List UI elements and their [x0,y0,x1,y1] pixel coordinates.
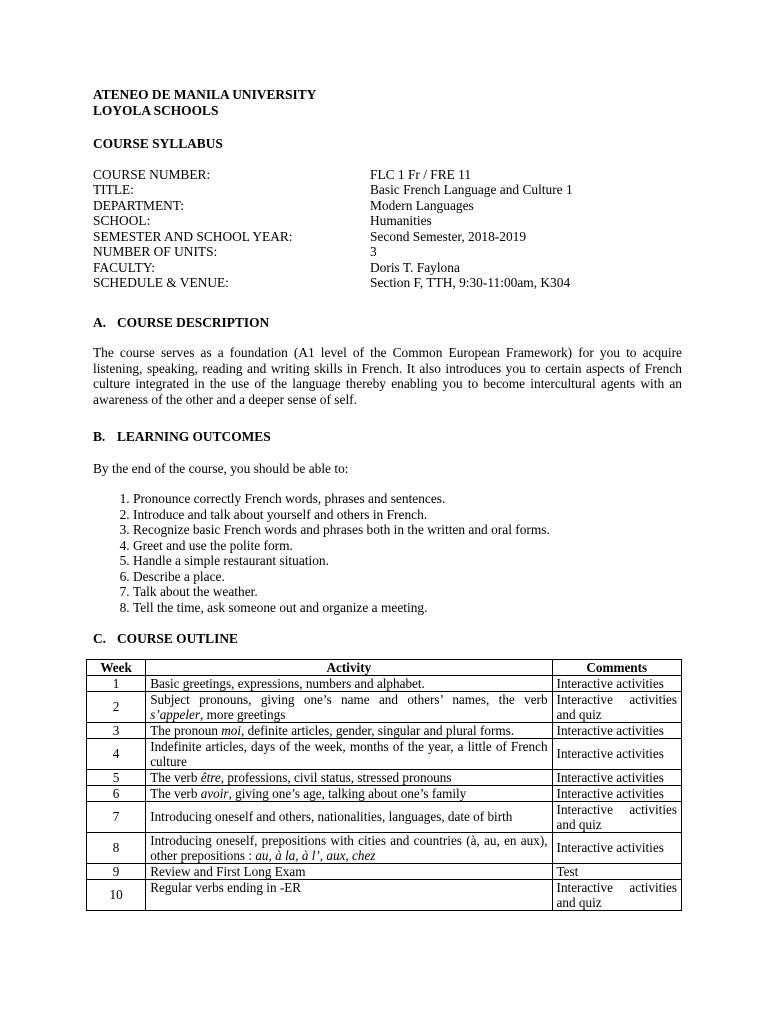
section-letter: C. [93,631,107,646]
table-row [87,738,682,769]
french-term: au, à la, à l’, aux, chez [255,847,376,863]
list-item: 5. Handle a simple restaurant situation. [133,553,682,569]
info-value: 3 [370,244,377,259]
list-item: 7. Talk about the weather. [133,584,682,600]
table-row [87,863,682,879]
info-row-title [93,182,682,198]
info-value: Basic French Language and Culture 1 [370,182,573,197]
table-row [87,722,682,738]
week-cell: 9 [87,863,146,879]
table-row [87,691,682,722]
column-header-activity: Activity [146,659,552,675]
french-term: s’appeler [150,706,200,722]
week-cell: 6 [87,785,146,801]
section-heading-outcomes [93,429,682,445]
list-item: 8. Tell the time, ask someone out and organize a meeting. [133,600,682,616]
table-row [87,879,682,910]
week-cell: 10 [87,879,146,910]
course-info [93,167,682,291]
info-value: Humanities [370,213,432,228]
table-row [87,675,682,691]
comments-cell: Test [552,863,681,879]
comments-cell: Interactive activities and quiz [552,879,681,910]
french-term: avoir [200,785,229,801]
list-item: 6. Describe a place. [133,569,682,585]
comments-cell: Interactive activities [552,675,681,691]
comments-cell: Interactive activities [552,832,681,863]
table-row [87,769,682,785]
list-item: 3. Recognize basic French words and phrases both in the written and oral forms. [133,522,682,538]
document-header [93,87,682,119]
section-letter: A. [93,314,107,330]
week-cell: 1 [87,675,146,691]
section-title: COURSE OUTLINE [117,631,238,646]
list-item: 2. Introduce and talk about yourself and others in French. [133,507,682,523]
week-cell: 2 [87,691,146,722]
activity-cell: The verb être, professions, civil status, stressed pronouns [146,769,552,785]
comments-cell: Interactive activities and quiz [552,801,681,832]
schools-name: LOYOLA SCHOOLS [93,103,219,118]
activity-cell: Regular verbs ending in -ER [146,879,552,910]
info-label: TITLE: [93,182,134,197]
info-value: Modern Languages [370,197,474,213]
week-cell: 4 [87,738,146,769]
info-value: Second Semester, 2018-2019 [370,228,527,244]
list-item: 4. Greet and use the polite form. [133,538,682,554]
section-title: LEARNING OUTCOMES [117,429,271,444]
week-cell: 7 [87,801,146,832]
week-cell: 5 [87,769,146,785]
info-label: DEPARTMENT: [93,197,185,213]
info-label: SEMESTER AND SCHOOL YEAR: [93,228,293,244]
info-row-school [93,213,682,229]
week-cell: 8 [87,832,146,863]
info-label: SCHEDULE & VENUE: [93,275,229,290]
activity-cell: The verb avoir, giving one’s age, talking about one’s family [146,785,552,801]
info-label: FACULTY: [93,259,156,275]
activity-cell: Introducing oneself, prepositions with cities and countries (à, au, en aux), other prepositions : au, à la, à l’, aux, chez [146,832,552,863]
list-item: 1. Pronounce correctly French words, phrases and sentences. [133,491,682,507]
info-row-units [93,244,682,260]
course-description-text: The course serves as a foundation (A1 level of the Common European Framework) for you to acquire listening, speaking, reading and writing skills in French. It also introduces you to certain aspects of French culture integrated in the use of the language thereby enabling you to become intercultural agents with an awareness of the other and a deeper sense of self. [93,345,682,407]
activity-cell: Review and First Long Exam [146,863,552,879]
section-letter: B. [93,429,106,444]
activity-cell: The pronoun moi, definite articles, gender, singular and plural forms. [146,722,552,738]
info-row-department [93,198,682,214]
french-term: moi [221,722,242,738]
info-row-course-number [93,167,682,183]
info-value: Section F, TTH, 9:30-11:00am, K304 [370,275,571,290]
comments-cell: Interactive activities and quiz [552,691,681,722]
activity-cell: Indefinite articles, days of the week, months of the year, a little of French culture [146,738,552,769]
section-title: COURSE DESCRIPTION [117,314,270,330]
activity-cell: Subject pronouns, giving one’s name and others’ names, the verb s’appeler, more greetings [146,691,552,722]
section-heading-outline [93,631,682,647]
university-name: ATENEO DE MANILA UNIVERSITY [93,87,317,102]
comments-cell: Interactive activities [552,769,681,785]
week-cell: 3 [87,722,146,738]
info-value: FLC 1 Fr / FRE 11 [370,166,472,182]
section-heading-description [93,315,682,331]
syllabus-title: COURSE SYLLABUS [93,136,223,151]
table-header-row [87,659,682,675]
info-row-faculty [93,260,682,276]
syllabus-page [93,87,682,911]
info-value: Doris T. Faylona [370,259,460,275]
comments-cell: Interactive activities [552,722,681,738]
outcomes-intro: By the end of the course, you should be able to: [93,460,349,476]
info-label: SCHOOL: [93,213,151,228]
column-header-week: Week [87,659,146,675]
table-row [87,785,682,801]
table-row [87,801,682,832]
french-term: être [200,769,221,785]
column-header-comments: Comments [552,659,681,675]
activity-cell: Introducing oneself and others, nationalities, languages, date of birth [146,801,552,832]
comments-cell: Interactive activities [552,738,681,769]
activity-cell: Basic greetings, expressions, numbers and alphabet. [146,675,552,691]
comments-cell: Interactive activities [552,785,681,801]
course-outline-table [86,659,682,911]
info-row-semester [93,229,682,245]
info-row-schedule [93,275,682,291]
outcomes-list [93,491,682,615]
table-row [87,832,682,863]
info-label: COURSE NUMBER: [93,166,211,182]
info-label: NUMBER OF UNITS: [93,244,218,259]
